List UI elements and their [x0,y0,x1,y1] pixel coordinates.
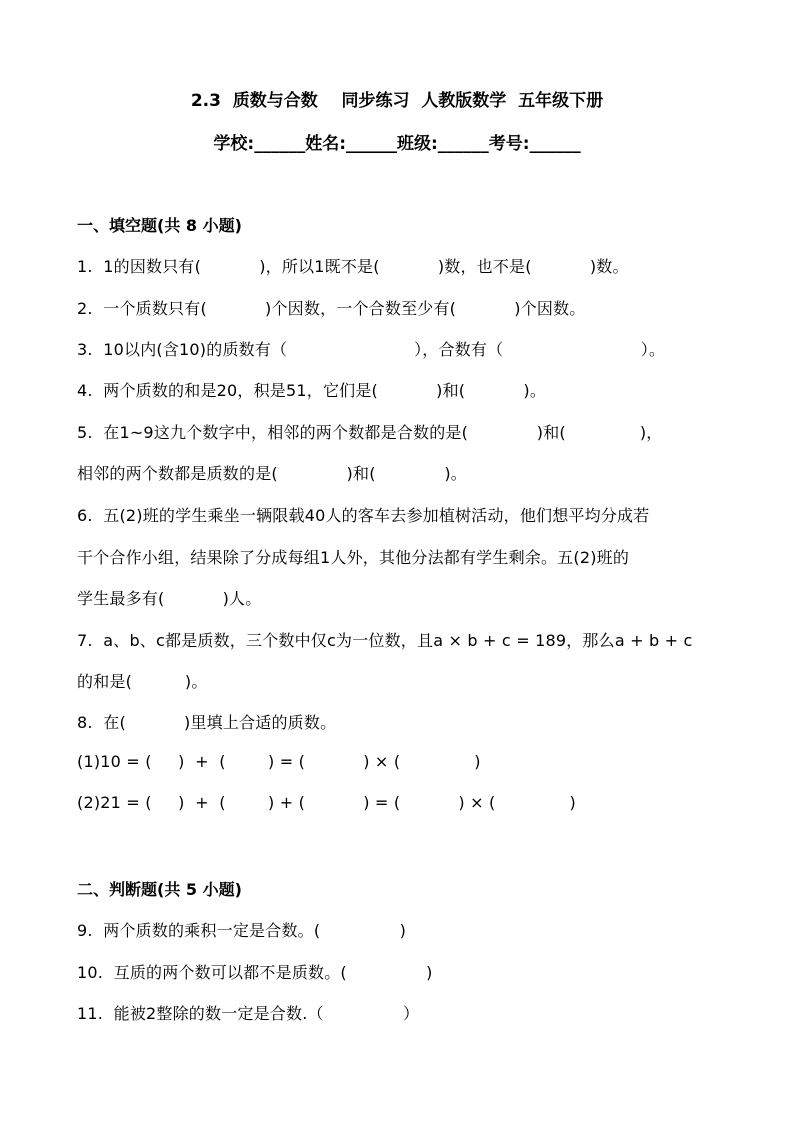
question-6-line-3: 学生最多有( )人。 [77,589,262,608]
question-9: 9. 两个质数的乘积一定是合数。( ) [77,921,407,940]
question-2: 2. 一个质数只有( )个因数，一个合数至少有( )个因数。 [77,299,586,318]
question-10: 10. 互质的两个数可以都不是质数。( ) [77,963,433,982]
question-8-part-2: (2)21 = ( ) + ( ) + ( ) = ( ) × ( ) [77,793,576,812]
question-6-line-1: 6. 五(2)班的学生乘坐一辆限载40人的客车去参加植树活动，他们想平均分成若 [77,506,650,525]
question-8: 8. 在( )里填上合适的质数。 [77,713,337,732]
question-7-line-1: 7. a、b、c都是质数，三个数中仅c为一位数，且a × b + c = 189，那么a + b + c [77,631,693,650]
question-1: 1. 1的因数只有( )，所以1既不是( )数，也不是( )数。 [77,257,629,276]
question-4: 4. 两个质数的和是20，积是51，它们是( )和( )。 [77,381,547,400]
question-3: 3. 10以内(含10)的质数有（ ），合数有（ ）。 [77,340,666,359]
question-5-line-1: 5. 在1~9这九个数字中，相邻的两个数都是合数的是( )和( )， [77,423,663,442]
question-8-part-1: (1)10 = ( ) + ( ) = ( ) × ( ) [77,752,481,771]
section-heading-true-false: 二、判断题(共 5 小题) [77,880,242,899]
section-heading-fill-in: 一、填空题(共 8 小题) [77,216,242,235]
question-5-line-2: 相邻的两个数都是质数的是( )和( )。 [77,464,468,483]
student-info-line: 学校:______姓名:______班级:______考号:______ [213,134,581,154]
question-11: 11. 能被2整除的数一定是合数.（ ） [77,1004,420,1023]
worksheet-title: 2.3 质数与合数 同步练习 人教版数学 五年级下册 [190,91,604,111]
question-6-line-2: 干个合作小组，结果除了分成每组1人外，其他分法都有学生剩余。五(2)班的 [77,548,630,567]
question-7-line-2: 的和是( )。 [77,672,208,691]
